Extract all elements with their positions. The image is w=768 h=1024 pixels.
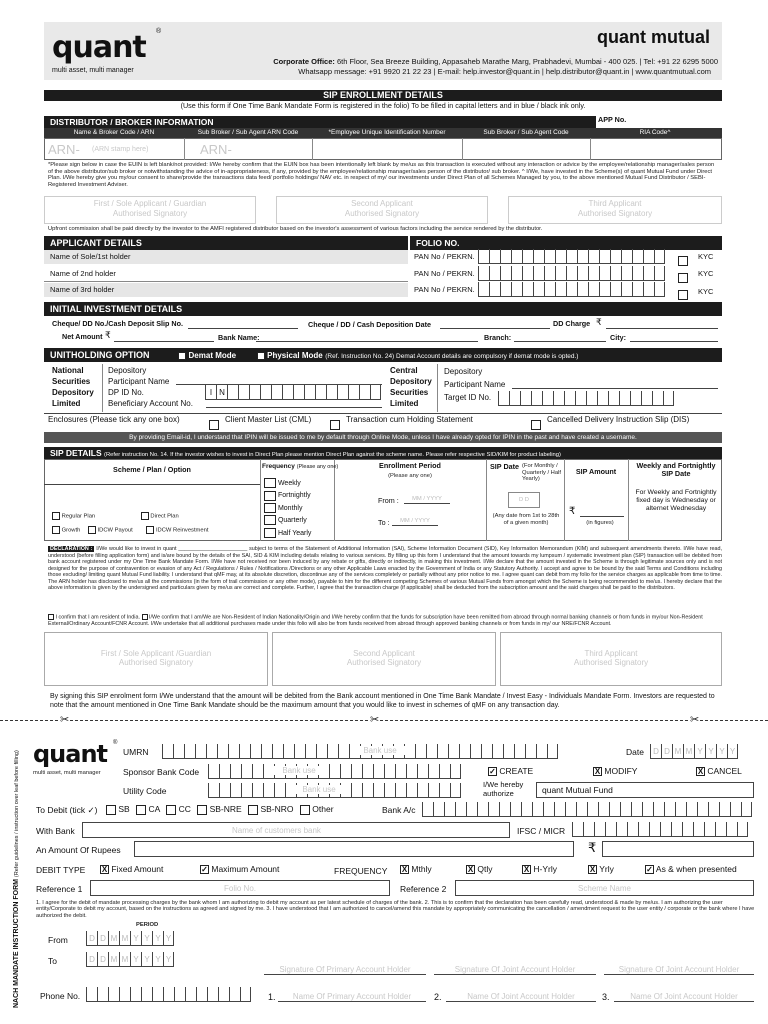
- nri-checkbox[interactable]: [142, 614, 148, 620]
- growth-checkbox[interactable]: [52, 526, 60, 534]
- applicant-heading: APPLICANT DETAILS: [44, 236, 408, 250]
- plan-options: Regular Plan Direct Plan Growth IDCW Payout IDCW Reinvestment: [52, 512, 258, 534]
- to-label: To: [48, 956, 57, 966]
- pan-1-label: PAN No / PEKRN.: [414, 252, 475, 261]
- dp-id-cells[interactable]: I N: [205, 385, 381, 400]
- unitholding-heading: UNITHOLDING OPTION: [50, 350, 150, 360]
- upfront-note: Upfront commission shall be paid directly by the investor to the AMFI registered distributor based on the investor's assessment of various factors including the service rendered by the distributor.: [48, 226, 543, 232]
- enrollment-hint: (Please any one): [388, 473, 432, 479]
- sig-primary[interactable]: Signature Of Primary Account Holder: [264, 965, 426, 975]
- beneficiary-field[interactable]: [206, 407, 382, 408]
- col-euin: *Employee Unique Identification Number: [328, 129, 446, 136]
- amount-figure-field[interactable]: [602, 841, 754, 857]
- freq-halfyearly-option[interactable]: X H-Yrly: [523, 864, 557, 875]
- cdsl-fields: Depository Participant Name Target ID No.: [444, 367, 506, 402]
- sip-amount-hint: (in figures): [586, 520, 614, 526]
- corporate-office: [178, 57, 718, 66]
- name1-number: 1.: [268, 992, 276, 1002]
- date-label: Date: [626, 747, 644, 757]
- name-joint-1[interactable]: Name Of Joint Account Holder: [446, 992, 596, 1002]
- pan-3-cells[interactable]: [478, 282, 665, 297]
- bank-name-hint: Name of customers bank: [232, 826, 321, 835]
- frequency-options: Weekly Fortnightly Monthly Quarterly Half Yearly: [264, 478, 311, 540]
- demat-label: Demat Mode: [188, 351, 237, 360]
- branch-field[interactable]: [514, 341, 606, 342]
- umrn-bank-use: Bank use: [350, 746, 410, 755]
- pan-1-cells[interactable]: [478, 249, 665, 264]
- bank-name-label: Bank Name:: [218, 333, 260, 342]
- app-sign-1-label: First / Sole Applicant /Guardian: [100, 649, 212, 658]
- sig-joint-1[interactable]: Signature Of Joint Account Holder: [434, 965, 596, 975]
- euin-note: *Please sign below in case the EUIN is left blank/not provided: I/We hereby confirm that the EUIN box has been intentionally left blank by me/us as this transaction is executed without any interaction or advice by the employee/relationship manager/sales person of the above distributor/sub broker or notwithstanding the advice of in-appropriateness, if any, provided by the employee/relationship manager/sales person of the distributor/ sub broker. ^ I/We, have invested in the Scheme(s) of quant Mutual Fund under Direct Plan. I/We hereby give you my/our consent to share/provide the transactions data feed/ portfolio holdings/ NAV etc. in respect of my/ our investments under Direct Plan of all Schemes Managed by you, to the above mentioned Mutual Fund Distributor / SEBI-Registered Investment Adviser.: [48, 162, 715, 188]
- ifsc-cells[interactable]: [572, 822, 748, 837]
- header-tagline: multi asset, multi manager: [52, 67, 134, 74]
- resident-checkbox[interactable]: [48, 614, 54, 620]
- nach-tagline: multi asset, multi manager: [33, 770, 101, 776]
- enroll-from-field[interactable]: MM / YYYY: [404, 496, 450, 504]
- sip-amount-rupee: ₹: [569, 506, 576, 517]
- dd-rupee: ₹: [596, 317, 602, 327]
- amount-words-field[interactable]: [134, 841, 574, 857]
- modify-option[interactable]: X MODIFY: [594, 766, 638, 777]
- col-broker-code: Name & Broker Code / ARN: [73, 129, 155, 136]
- scheme-hint: Scheme Name: [578, 884, 631, 893]
- net-amount-field[interactable]: [114, 341, 214, 342]
- unitholding-note: (Ref. Instruction No. 24) Demat Account details are compulsory if demat mode is opted.): [325, 353, 579, 360]
- regular-plan-checkbox[interactable]: [52, 512, 60, 520]
- arn-stamp-hint: (ARN stamp here): [92, 146, 149, 153]
- kyc-checkbox-1[interactable]: [678, 252, 688, 270]
- name-joint-2[interactable]: Name Of Joint Account Holder: [614, 992, 754, 1002]
- period-to-cells[interactable]: D D M M Y Y Y Y: [86, 952, 174, 967]
- name3-number: 3.: [602, 992, 610, 1002]
- sip-note: (Refer instruction No. 14. If the investor wishes to invest in Direct Plan please mention Direct Plan against the scheme name. Please refer respective SID/KIM for product labeling): [104, 452, 561, 458]
- nri-label: I/We confirm that I am/We are Non-Resident of Indian Nationality/Origin and I/We hereby confirm that the funds for subscription have been remitted from abroad through normal banking channels or from funds in my/our Non-Resident External/Ordinary Account/FCNR Account. I/We undertake that all additional purchases made under this folio will also be from funds received from abroad through approved banking channels or from funds in my/ our NRE/FCNR Account.: [48, 614, 703, 627]
- enc-statement-label: Transaction cum Holding Statement: [346, 415, 473, 424]
- applicant-2-label: Name of 2nd holder: [50, 269, 116, 278]
- dist-sign-1-sub: Authorised Signatory: [112, 209, 188, 218]
- sponsor-label: Sponsor Bank Code: [123, 767, 200, 777]
- resident-label: I confirm that I am resident of India.: [55, 614, 140, 621]
- freq-monthly-option[interactable]: X Mthly: [401, 864, 432, 875]
- authorize-label: I/We hereby authorize: [483, 780, 524, 798]
- ref1-label: Reference 1: [36, 884, 83, 894]
- app-no-label: APP No.: [598, 115, 627, 124]
- col-sub-broker-arn: Sub Broker / Sub Agent ARN Code: [197, 129, 299, 136]
- dist-sign-3-label: Third Applicant: [588, 199, 642, 208]
- acc-other-checkbox[interactable]: [300, 805, 310, 815]
- scissors-icon: ✂: [370, 714, 380, 726]
- bank-name-field[interactable]: [256, 341, 478, 342]
- fixed-amount-option[interactable]: X Fixed Amount: [101, 864, 164, 875]
- amount-rupee: ₹: [588, 840, 597, 855]
- name-primary[interactable]: Name Of Primary Account Holder: [278, 992, 426, 1002]
- app-sign-3-sub: Authorised Signatory: [573, 658, 649, 667]
- kyc-2-label: KYC: [698, 269, 714, 278]
- distributor-columns: [44, 128, 722, 138]
- enroll-to-label: To :: [378, 518, 390, 527]
- nsdl-label: National Securities Depository Limited: [52, 366, 94, 408]
- pan-3-label: PAN No / PEKRN.: [414, 285, 475, 294]
- unitholding-heading-bar: [44, 348, 722, 362]
- nach-registered-mark: ®: [113, 740, 118, 746]
- period-from-cells[interactable]: D D M M Y Y Y Y: [86, 931, 174, 946]
- physical-checkbox[interactable]: [257, 352, 265, 360]
- arn-field-2[interactable]: ARN-: [200, 142, 232, 157]
- enc-dis-label: Cancelled Delivery Instruction Slip (DIS): [547, 415, 690, 424]
- to-debit-label: To Debit (tick ✓): [36, 805, 98, 815]
- sip-heading-bar: [44, 447, 722, 459]
- enroll-from-label: From :: [378, 496, 399, 505]
- pan-2-label: PAN No / PEKRN.: [414, 269, 475, 278]
- cheque-no-field[interactable]: [188, 328, 298, 329]
- utility-bank-use: Bank use: [290, 785, 348, 794]
- freq-weekly-checkbox[interactable]: [264, 478, 276, 488]
- target-id-cells[interactable]: [498, 391, 674, 406]
- city-label: City:: [610, 333, 626, 342]
- create-option[interactable]: ✓ CREATE: [489, 766, 534, 777]
- sponsor-cells[interactable]: [208, 764, 461, 779]
- authorize-fund: quant Mutual Fund: [542, 785, 613, 795]
- dist-sign-3-sub: Authorised Signatory: [577, 209, 653, 218]
- folio-label: FOLIO NO.: [410, 236, 722, 250]
- acc-cc-checkbox[interactable]: [166, 805, 176, 815]
- form-title: SIP ENROLLMENT DETAILS: [44, 90, 722, 101]
- debit-type-label: DEBIT TYPE: [36, 865, 86, 875]
- freq-fortnightly-checkbox[interactable]: [264, 491, 276, 501]
- amount-label: An Amount Of Rupees: [36, 845, 121, 855]
- nach-agreement: 1. I agree for the debit of mandate processing charges by the bank whom I am authorizing to debit my account as per latest schedule of charges of the bank. 2. This is to confirm that the declaration has been carefully read, understood & made by me/us. I am authorizing the user entity/Corporate to debit my account, based on the instructions as agreed and signed by me. 3. I have understood that I am authorized to cancel/amend this mandate by appropriately communicating the cancellation / amendment request to the user entity / corporate or the bank where I have authorized the debit.: [36, 900, 755, 919]
- quant-logo: quant: [52, 30, 146, 65]
- sip-amount-field[interactable]: [580, 516, 624, 517]
- utility-label: Utility Code: [123, 786, 167, 796]
- freq-quarterly-checkbox[interactable]: [264, 515, 276, 525]
- acc-sbnre-checkbox[interactable]: [197, 805, 207, 815]
- nach-logo: quant: [33, 740, 108, 768]
- weekly-text: For Weekly and Fortnightly fixed day is Wednesday or alternet Wednesday: [635, 489, 717, 512]
- cancel-option[interactable]: X CANCEL: [697, 766, 742, 777]
- distributor-heading: DISTRIBUTOR / BROKER INFORMATION: [44, 116, 596, 128]
- sip-amount-header: SIP Amount: [575, 467, 617, 476]
- applicant-1-label: Name of Sole/1st holder: [50, 252, 131, 261]
- declaration-label: DECLARATION :: [50, 546, 93, 552]
- brand-name: quant mutual: [597, 27, 710, 47]
- folio-hint: Folio No.: [223, 884, 256, 893]
- freq-quarterly-option[interactable]: X Qtly: [467, 864, 493, 875]
- app-sign-2-label: Second Applicant: [353, 649, 415, 658]
- city-field[interactable]: [630, 341, 718, 342]
- ref2-label: Reference 2: [400, 884, 447, 894]
- direct-plan-checkbox[interactable]: [141, 512, 149, 520]
- declaration: [48, 546, 722, 592]
- col-ria-code: RIA Code^: [639, 129, 671, 136]
- app-sign-3-label: Third Applicant: [584, 649, 638, 658]
- applicant-3-label: Name of 3rd holder: [50, 285, 115, 294]
- kyc-1-label: KYC: [698, 252, 714, 261]
- branch-label: Branch:: [484, 333, 512, 342]
- cheque-no-label: Cheque/ DD No./Cash Deposit Slip No.: [52, 319, 183, 328]
- enrollment-header: Enrollment Period: [379, 461, 441, 470]
- arn-field-1[interactable]: ARN-: [48, 142, 80, 157]
- dist-sign-2-label: Second Applicant: [351, 199, 413, 208]
- kyc-3-label: KYC: [698, 287, 714, 296]
- dd-charge-label: DD Charge: [553, 319, 591, 328]
- residency: [48, 614, 722, 627]
- period-label: PERIOD: [136, 922, 159, 928]
- idcw-payout-checkbox[interactable]: [88, 526, 96, 534]
- dist-sign-1-label: First / Sole Applicant / Guardian: [93, 199, 207, 208]
- nsdl-fields: Depository Participant Name DP ID No. Beneficiary Account No.: [108, 366, 193, 408]
- investment-heading: INITIAL INVESTMENT DETAILS: [44, 302, 722, 316]
- nach-side-label: NACH MANDATE INSTRUCTION FORM (Refer guidelines / instruction over leaf before filling): [13, 750, 20, 1008]
- logo-registered-mark: ®: [156, 28, 162, 35]
- net-rupee: ₹: [105, 330, 111, 340]
- acc-sb-checkbox[interactable]: [106, 805, 116, 815]
- weekly-header: Weekly and Fortnightly SIP Date: [636, 461, 716, 478]
- scissors-icon: ✂: [690, 714, 700, 726]
- enclosures-label: Enclosures (Please tick any one box): [48, 415, 180, 424]
- sip-date-field[interactable]: D D: [508, 492, 540, 508]
- sig-joint-2[interactable]: Signature Of Joint Account Holder: [604, 965, 754, 975]
- kyc-checkbox-2[interactable]: [678, 269, 688, 287]
- bank-ac-cells[interactable]: [422, 802, 752, 817]
- dd-charge-field[interactable]: [606, 328, 718, 329]
- acc-sbnro-checkbox[interactable]: [248, 805, 258, 815]
- sip-date-range-hint: (Any date from 1st to 28th of a given month): [492, 513, 560, 526]
- freq-halfyearly-checkbox[interactable]: [264, 528, 276, 538]
- sip-date-hint: (For Monthly / Quarterly / Half Yearly): [522, 463, 561, 483]
- email-ipin-note: By providing Email-id, I understand that IPIN will be issued to me by default through Online Mode, unless I have already opted for IPIN in the past and have created a username.: [44, 432, 722, 443]
- physical-label: Physical Mode: [267, 351, 323, 360]
- frequency-header: Frequency (Please any one): [262, 463, 339, 470]
- app-sign-2-sub: Authorised Signatory: [346, 658, 422, 667]
- idcw-reinvest-checkbox[interactable]: [146, 526, 154, 534]
- from-label: From: [48, 935, 68, 945]
- with-bank-label: With Bank: [36, 826, 75, 836]
- cdsl-participant-field[interactable]: [512, 388, 718, 389]
- contact-line: Whatsapp message: +91 9920 21 22 23 | E-mail: help.investor@quant.in | help.distributor@quant.in | www.quantmutual.com: [298, 67, 711, 76]
- bank-ac-label: Bank A/c: [382, 805, 416, 815]
- umrn-label: UMRN: [123, 747, 149, 757]
- frequency-label: FREQUENCY: [334, 866, 388, 876]
- ifsc-label: IFSC / MICR: [517, 826, 566, 836]
- freq-yearly-option[interactable]: X Yrly: [589, 864, 614, 875]
- office-address: 6th Floor, Sea Breeze Building, Appasaheb Marathe Marg, Prabhadevi, Mumbai - 400 025. | Tel: +91 22 6295 5000: [336, 57, 718, 66]
- enc-cml-label: Client Master List (CML): [225, 415, 312, 424]
- col-sub-broker-code: Sub Broker / Sub Agent Code: [483, 129, 569, 136]
- sip-heading: SIP DETAILS: [50, 448, 102, 458]
- app-sign-1-sub: Authorised Signatory: [118, 658, 194, 667]
- cut-line: [0, 720, 768, 721]
- account-types: SB CA CC SB-NRE SB-NRO Other: [106, 804, 334, 815]
- form-subtitle: (Use this form if One Time Bank Mandate Form is registered in the folio) To be filled in capital letters and in blue / black ink only.: [180, 101, 586, 110]
- pan-2-cells[interactable]: [478, 266, 665, 281]
- signing-note: By signing this SIP enrolment form I/We understand that the amount will be debited from the Bank account mentioned in One Time Bank Mandate / Invest Easy - Individuals Mandate Form. Investors are requested to note that the amount mentioned in One Time Bank Mandate should be the maximum amount that you would like to invest in schemes of qMF on any transaction day.: [50, 693, 715, 709]
- max-amount-option[interactable]: ✓ Maximum Amount: [201, 864, 280, 875]
- enroll-to-field[interactable]: MM / YYYY: [392, 518, 438, 526]
- name2-number: 2.: [434, 992, 442, 1002]
- cheque-date-label: Cheque / DD / Cash Deposition Date: [308, 320, 432, 329]
- demat-checkbox[interactable]: [178, 352, 186, 360]
- freq-monthly-checkbox[interactable]: [264, 503, 276, 513]
- acc-ca-checkbox[interactable]: [136, 805, 146, 815]
- scheme-header: Scheme / Plan / Option: [113, 465, 191, 474]
- sponsor-bank-use: Bank use: [270, 766, 328, 775]
- office-label: Corporate Office:: [273, 57, 335, 66]
- declaration-text: I/We would like to invest in quant _______________________ subject to terms of the Statement of Additional Information (SAI), Scheme Information Document (SID), Key Information Memorandum (KIM) and subsequent amendments thereto. I/We have read, understood (before filling application form) and is/are bound by the details of the SAI, SID & KIM including details relating to various services. By filling up this form I understand that the amount towards my lumpsum / systematic investment plan (SIP) transaction will be debited from bank account registered under my One Time Bank Mandate Form. I/We have not received nor been induced by any rebate or gifts, directly or indirectly, in making this investment. I/We declare that the amount invested in the Scheme is through legitimate sources only and is not designed for the purpose of contravention or evasion of any Act / Regulations / Rules / Notifications /Directions or any other Applicable Laws enacted by the Government of India or any Statutory Authority. I accept and agree to be bound by the said Terms and Conditions including those excluding/ limiting quant Mutual Fund liability. I understand that qMF may, at its absolute discretion, discontinue any of the services completely or partially without any prior notice to me. I agree quant can debit from my folio for the service charges as applicable from time to time. The ARN holder has disclosed to me/us all the commissions (in the form of trail commission or any other mode), payable to him for the different competing Schemes of various Mutual Funds from amongst which the Scheme is being recommended to me/us. I hereby declare that the above information is given by the undersigned and particulars given by me/us are correct and complete. Further, I agree that the transaction charge (if applicable) shall be deducted from the subscription amount and the said charges shall be paid to the distributors.: [48, 546, 723, 591]
- net-amount-label: Net Amount: [62, 332, 103, 341]
- phone-label: Phone No.: [40, 991, 81, 1001]
- phone-cells[interactable]: [86, 987, 251, 1002]
- nach-date-cells[interactable]: D D M M Y Y Y Y: [650, 744, 738, 759]
- freq-asneeded-option[interactable]: ✓ As & when presented: [646, 864, 737, 875]
- cdsl-label: Central Depository Securities Limited: [390, 366, 432, 408]
- scissors-icon: ✂: [60, 714, 70, 726]
- cheque-date-field[interactable]: [440, 328, 550, 329]
- sip-date-header: SIP Date: [490, 462, 520, 471]
- dist-sign-2-sub: Authorised Signatory: [344, 209, 420, 218]
